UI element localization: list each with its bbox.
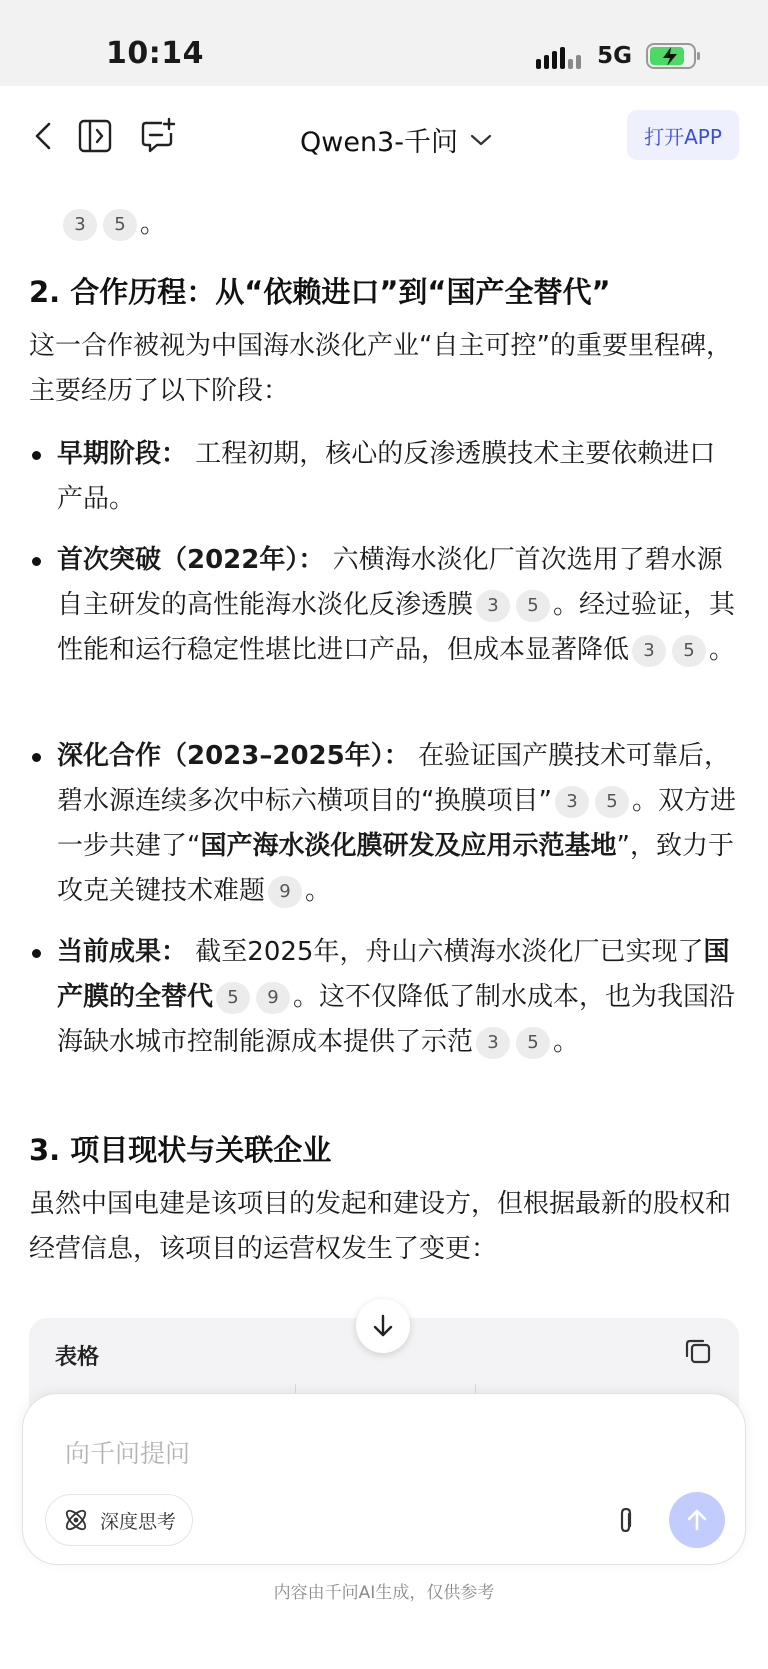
- citation-badge[interactable]: 3: [632, 635, 666, 667]
- section2-intro: 这一合作被视为中国海水淡化产业“自主可控”的重要里程碑，主要经历了以下阶段：: [29, 331, 732, 406]
- status-icons: [536, 42, 702, 70]
- chevron-down-icon: [470, 133, 492, 147]
- citation-badge[interactable]: 5: [516, 590, 550, 622]
- citation-badge[interactable]: 9: [268, 876, 302, 908]
- status-bar: [0, 0, 768, 86]
- status-time: 10:14: [106, 36, 204, 71]
- section2-heading: 2. 合作历程：从“依赖进口”到“国产全替代”: [29, 275, 611, 309]
- deep-think-button[interactable]: [45, 1494, 193, 1546]
- citation-badge[interactable]: 3: [476, 1027, 510, 1059]
- composer: [22, 1393, 746, 1565]
- citation-badge[interactable]: 3: [476, 590, 510, 622]
- network-label: 5G: [597, 43, 632, 69]
- table-label: 表格: [55, 1345, 100, 1370]
- list-item: 深化合作（2023–2025年）： 在验证国产膜技术可靠后，碧水源连续多次中标六横项目的“换膜项目” 3 5 。双方进一步共建了“国产海水淡化膜研发及应用示范基地”，致力于攻克关键技术难题 9 。: [29, 734, 741, 914]
- bullet-label: 深化合作（2023–2025年）：: [57, 741, 410, 771]
- model-selector[interactable]: [300, 120, 492, 159]
- arrow-down-icon: [370, 1313, 396, 1339]
- sidebar-toggle-icon[interactable]: [76, 116, 116, 156]
- list-item: 早期阶段： 工程初期，核心的反渗透膜技术主要依赖进口产品。: [29, 432, 741, 522]
- citation-badge[interactable]: 5: [216, 982, 250, 1014]
- section3-heading: 3. 项目现状与关联企业: [29, 1133, 332, 1167]
- message-input[interactable]: 向千问提问: [65, 1439, 191, 1468]
- atom-icon: [62, 1506, 90, 1534]
- bullet-label: 首次突破（2022年）：: [57, 545, 325, 575]
- back-icon[interactable]: [24, 116, 64, 156]
- paperclip-icon[interactable]: [613, 1506, 639, 1536]
- section3-intro: 虽然中国电建是该项目的发起和建设方，但根据最新的股权和经营信息，该项目的运营权发生了变更：: [29, 1189, 732, 1264]
- copy-icon[interactable]: [683, 1336, 713, 1366]
- top-citations: 3 5 。: [60, 202, 166, 247]
- signal-icon: [536, 43, 581, 69]
- citation-badge[interactable]: 5: [595, 786, 629, 818]
- bullet-label: 早期阶段：: [57, 439, 188, 469]
- citation-badge[interactable]: 5: [103, 209, 137, 241]
- ai-disclaimer: 内容由千问AI生成，仅供参考: [273, 1583, 495, 1603]
- list-item: 首次突破（2022年）： 六横海水淡化厂首次选用了碧水源自主研发的高性能海水淡化反渗透膜 3 5 。经过验证，其性能和运行稳定性堪比进口产品，但成本显著降低 3 5 。: [29, 538, 741, 673]
- citation-badge[interactable]: 3: [63, 209, 97, 241]
- new-chat-icon[interactable]: [138, 116, 178, 156]
- deep-think-label: 深度思考: [100, 1510, 177, 1533]
- model-title: Qwen3-千问: [300, 127, 458, 158]
- citation-badge[interactable]: 5: [672, 635, 706, 667]
- send-button[interactable]: [669, 1492, 725, 1548]
- bullet-label: 当前成果：: [57, 937, 188, 967]
- citation-badge[interactable]: 5: [516, 1027, 550, 1059]
- citation-badge[interactable]: 9: [256, 982, 290, 1014]
- nav-bar: [0, 86, 768, 186]
- arrow-up-icon: [684, 1507, 710, 1533]
- battery-charging-icon: [646, 42, 702, 70]
- scroll-to-bottom-button[interactable]: [356, 1299, 410, 1353]
- citation-badge[interactable]: 3: [555, 786, 589, 818]
- open-app-button[interactable]: 打开APP: [627, 110, 739, 160]
- list-item: 当前成果： 截至2025年，舟山六横海水淡化厂已实现了国产膜的全替代 5 9 。这不仅降低了制水成本，也为我国沿海缺水城市控制能源成本提供了示范 3 5 。: [29, 930, 741, 1065]
